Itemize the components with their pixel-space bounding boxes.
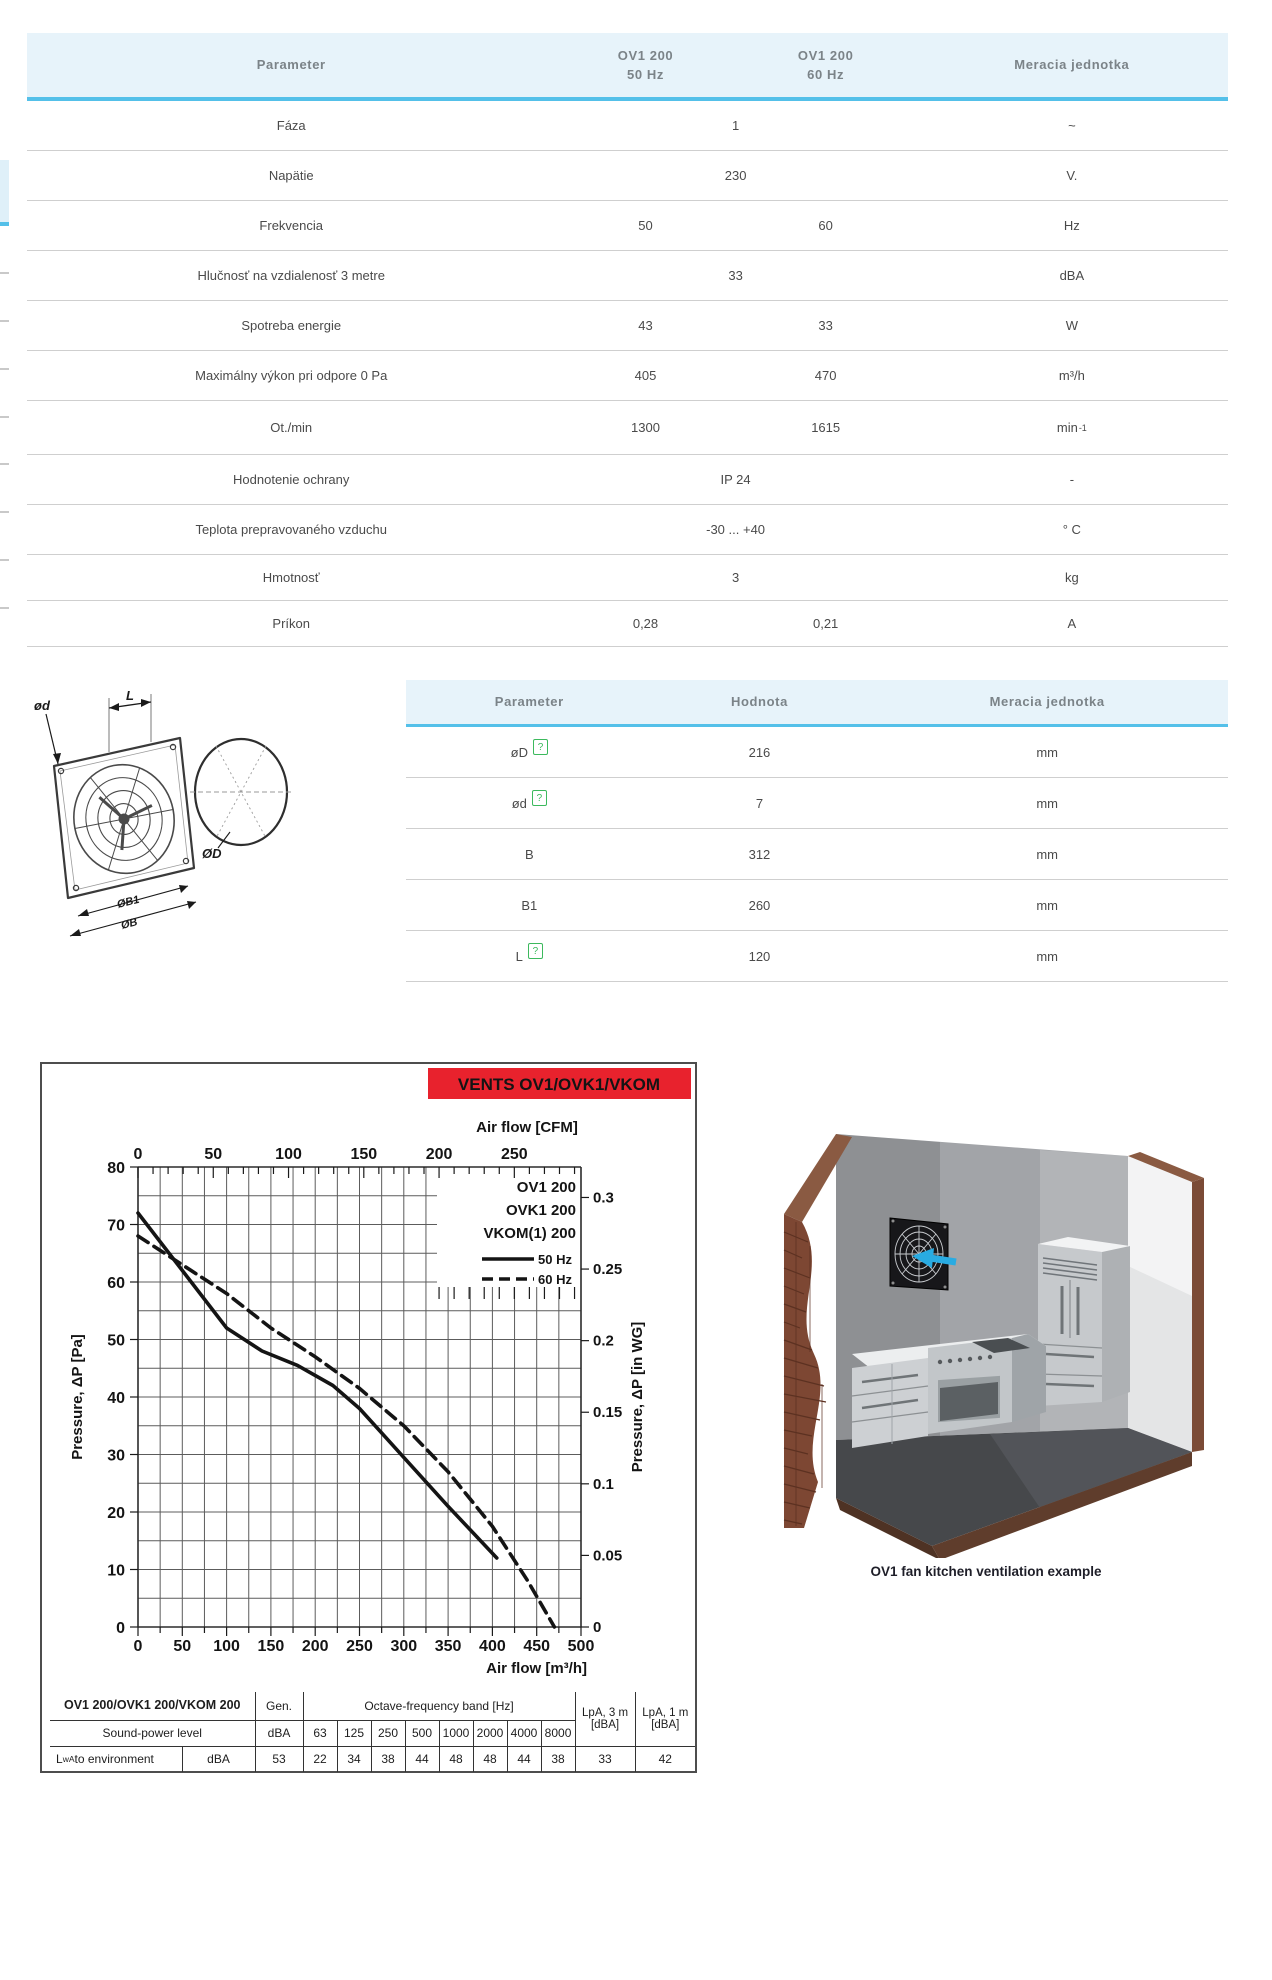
- svg-text:50: 50: [204, 1146, 223, 1163]
- value: 7: [755, 795, 764, 811]
- unit-label: mm: [1036, 846, 1058, 862]
- table-row-napatie: [27, 151, 1228, 201]
- lwa-8000: 38: [541, 1747, 575, 1773]
- octave-band-header: Octave-frequency band [Hz]: [303, 1692, 575, 1721]
- svg-text:0: 0: [133, 1638, 143, 1655]
- sound-power-label: Sound-power level: [50, 1721, 255, 1747]
- value-60hz: 33: [818, 318, 833, 333]
- lpa-1m-header: LpA, 1 m [dBA]: [635, 1692, 695, 1747]
- top-axis-labels: [134, 1146, 528, 1163]
- svg-text:VKOM(1) 200: VKOM(1) 200: [483, 1225, 576, 1242]
- unit-label: kg: [1064, 570, 1079, 585]
- svg-text:60 Hz: 60 Hz: [538, 1272, 572, 1287]
- svg-text:0: 0: [593, 1619, 602, 1636]
- cutoff-table-border-strip: [0, 222, 9, 226]
- svg-text:60: 60: [107, 1275, 125, 1292]
- svg-text:50: 50: [173, 1638, 192, 1655]
- unit-label: ~: [1068, 118, 1076, 133]
- svg-text:0.1: 0.1: [593, 1475, 614, 1493]
- value-50hz: 405: [634, 368, 657, 383]
- value-span: IP 24: [720, 472, 751, 487]
- svg-text:30: 30: [107, 1447, 125, 1465]
- header-ov1-50hz: OV1 200 50 Hz: [617, 47, 674, 82]
- band-2000: 2000: [473, 1721, 507, 1747]
- chart-banner: [428, 1068, 691, 1099]
- svg-text:20: 20: [107, 1505, 125, 1522]
- svg-text:0.3: 0.3: [593, 1189, 614, 1207]
- param-label: Hodnotenie ochrany: [233, 472, 350, 487]
- band-1000: 1000: [439, 1721, 473, 1747]
- header-parameter: Parameter: [256, 57, 326, 73]
- fan-performance-figure: [40, 1062, 697, 1773]
- help-icon[interactable]: ?: [532, 790, 547, 806]
- table-row-b1: [406, 880, 1228, 931]
- param-label: Teplota prepravovaného vzduchu: [195, 522, 387, 537]
- kitchen-illustration: [740, 1096, 1232, 1558]
- lwa-500: 44: [405, 1747, 439, 1773]
- dim-label-b: ØB: [119, 916, 139, 932]
- value-50hz: 0,28: [632, 616, 659, 631]
- dim-label-od-big: ØD: [202, 846, 222, 861]
- svg-text:Pressure, ΔP [in WG]: Pressure, ΔP [in WG]: [629, 1321, 646, 1473]
- sound-table-title: OV1 200/OVK1 200/VKOM 200: [64, 1698, 241, 1713]
- value-60hz: 60: [818, 218, 833, 233]
- top-axis-title: [476, 1119, 578, 1136]
- band-500: 500: [405, 1721, 439, 1747]
- table-row-teplota: [27, 505, 1228, 555]
- param-label: Ot./min: [270, 420, 313, 435]
- value-span: 1: [731, 118, 740, 133]
- header-unit: Meracia jednotka: [1014, 57, 1130, 73]
- table-row-b: [406, 829, 1228, 880]
- value-60hz: 1615: [811, 420, 841, 435]
- unit-label: A: [1067, 616, 1077, 631]
- svg-text:400: 400: [479, 1638, 506, 1655]
- dimensions-table-header: [406, 680, 1228, 727]
- svg-text:50 Hz: 50 Hz: [538, 1252, 572, 1267]
- value: 312: [748, 846, 771, 862]
- value-50hz: 43: [638, 318, 653, 333]
- value: 216: [748, 744, 771, 760]
- unit-label: V.: [1066, 168, 1078, 183]
- kitchen-caption: OV1 fan kitchen ventilation example: [870, 1564, 1102, 1579]
- svg-text:250: 250: [346, 1638, 373, 1655]
- unit-label: mm: [1036, 948, 1058, 964]
- unit-label: mm: [1036, 744, 1058, 760]
- svg-text:200: 200: [425, 1146, 453, 1163]
- svg-text:0: 0: [133, 1146, 143, 1163]
- unit-label: Hz: [1063, 218, 1080, 233]
- cutoff-row-divider: [0, 272, 9, 274]
- svg-text:150: 150: [350, 1146, 378, 1163]
- value-span: 230: [724, 168, 747, 183]
- param-label: ød ?: [406, 796, 653, 811]
- bottom-axis: [134, 1627, 595, 1677]
- svg-text:OV1 200: OV1 200: [516, 1179, 576, 1196]
- lwa-lpa1-value: 42: [635, 1747, 695, 1773]
- dim-label-b1: ØB1: [115, 893, 141, 911]
- svg-text:VENTS OV1/OVK1/VKOM: VENTS OV1/OVK1/VKOM: [457, 1075, 661, 1094]
- gen-header: Gen.: [255, 1692, 303, 1721]
- table-row-faza: [27, 101, 1228, 151]
- lwa-label: L wA to environment: [56, 1752, 154, 1767]
- svg-text:40: 40: [107, 1390, 125, 1407]
- param-label: B1: [521, 897, 538, 913]
- value-span: -30 ... +40: [706, 522, 766, 537]
- value-60hz: 0,21: [812, 616, 839, 631]
- param-label: Spotreba energie: [241, 318, 342, 333]
- svg-text:0.15: 0.15: [593, 1404, 623, 1422]
- header-value: Hodnota: [730, 694, 788, 710]
- param-label: Hlučnosť na vzdialenosť 3 metre: [197, 268, 385, 283]
- unit-label: mm: [1036, 897, 1058, 913]
- lwa-cell: [50, 1747, 255, 1773]
- svg-text:500: 500: [567, 1638, 595, 1655]
- unit-label: m³/h: [1058, 368, 1085, 383]
- svg-text:0.25: 0.25: [593, 1261, 623, 1279]
- svg-text:0.05: 0.05: [593, 1547, 623, 1565]
- svg-text:OVK1 200: OVK1 200: [505, 1202, 576, 1219]
- cutoff-row-divider: [0, 607, 9, 609]
- lwa-2000: 48: [473, 1747, 507, 1773]
- svg-text:250: 250: [500, 1146, 528, 1163]
- svg-text:Pressure, ΔP [Pa]: Pressure, ΔP [Pa]: [69, 1334, 86, 1460]
- header-unit: Meracia jednotka: [989, 694, 1105, 710]
- right-axis: [581, 1189, 646, 1636]
- svg-text:300: 300: [390, 1638, 418, 1655]
- table-row-frekvencia: [27, 201, 1228, 251]
- dim-label-od-small: ød: [34, 698, 50, 713]
- lpa-3m-header: LpA, 3 m [dBA]: [575, 1692, 635, 1747]
- cutoff-row-divider: [0, 463, 9, 465]
- unit-label: dBA: [1059, 268, 1085, 283]
- airflow-arrow: [930, 1258, 956, 1262]
- value: 260: [748, 897, 771, 913]
- value-50hz: 50: [638, 218, 653, 233]
- wall-fan: [890, 1218, 956, 1290]
- lwa-lpa3-value: 33: [575, 1747, 635, 1773]
- unit-label: mm: [1036, 795, 1058, 811]
- svg-text:0.2: 0.2: [593, 1332, 614, 1350]
- unit-label: ° C: [1062, 522, 1081, 537]
- param-label: Frekvencia: [259, 218, 323, 233]
- pressure-airflow-chart: [42, 1064, 695, 1771]
- band-125: 125: [337, 1721, 371, 1747]
- svg-text:0: 0: [116, 1620, 125, 1637]
- dimensions-table: [406, 680, 1228, 982]
- param-label: L ?: [406, 949, 653, 964]
- svg-text:200: 200: [301, 1638, 329, 1655]
- unit-label: W: [1065, 318, 1078, 333]
- value: 120: [748, 948, 771, 964]
- dim-label-length: L: [126, 688, 134, 703]
- fan-dimensions-drawing: [30, 686, 300, 962]
- table-row-dbig: [406, 727, 1228, 778]
- cutoff-row-divider: [0, 320, 9, 322]
- svg-text:350: 350: [434, 1638, 462, 1655]
- table-row-spotreba: [27, 301, 1228, 351]
- param-label: Príkon: [272, 616, 310, 631]
- left-axis: [69, 1160, 138, 1637]
- lwa-250: 38: [371, 1747, 405, 1773]
- lwa-unit: dBA: [182, 1747, 255, 1772]
- lwa-gen-value: 53: [255, 1747, 303, 1773]
- table-row-hodnotenie: [27, 455, 1228, 505]
- param-label: Fáza: [276, 118, 306, 133]
- table-row-dsmall: [406, 778, 1228, 829]
- lwa-4000: 44: [507, 1747, 541, 1773]
- param-label: Maximálny výkon pri odpore 0 Pa: [195, 368, 388, 383]
- param-label: øD ?: [406, 745, 653, 760]
- sound-power-table: [50, 1692, 695, 1772]
- svg-text:100: 100: [213, 1638, 240, 1655]
- band-250: 250: [371, 1721, 405, 1747]
- unit-label: -: [1069, 472, 1075, 487]
- table-row-hmotnost: [27, 555, 1228, 601]
- svg-text:100: 100: [275, 1146, 302, 1163]
- table-row-hlucnost: [27, 251, 1228, 301]
- cutoff-row-divider: [0, 511, 9, 513]
- help-icon[interactable]: ?: [533, 739, 548, 755]
- specifications-table-header: [27, 33, 1228, 101]
- header-parameter: Parameter: [494, 694, 564, 710]
- cutoff-table-header-strip: [0, 160, 9, 222]
- value-span: 33: [728, 268, 743, 283]
- table-row-l: [406, 931, 1228, 982]
- table-row-prikon: [27, 601, 1228, 647]
- svg-text:Air flow [CFM]: Air flow [CFM]: [476, 1119, 578, 1136]
- specifications-table: [27, 33, 1228, 647]
- lwa-63: 22: [303, 1747, 337, 1773]
- svg-text:Air flow [m³/h]: Air flow [m³/h]: [486, 1660, 587, 1677]
- table-row-otmin: [27, 401, 1228, 455]
- svg-text:450: 450: [523, 1638, 551, 1655]
- sound-table-row-header: [50, 1692, 695, 1721]
- header-ov1-60hz: OV1 200 60 Hz: [797, 47, 854, 82]
- lwa-1000: 48: [439, 1747, 473, 1773]
- value-60hz: 470: [814, 368, 837, 383]
- svg-text:50: 50: [107, 1332, 125, 1350]
- cutoff-row-divider: [0, 559, 9, 561]
- help-icon[interactable]: ?: [528, 943, 543, 959]
- table-row-max-vykon: [27, 351, 1228, 401]
- value-span: 3: [731, 570, 740, 585]
- param-label: Napätie: [268, 168, 314, 183]
- cutoff-row-divider: [0, 368, 9, 370]
- unit-dba: dBA: [255, 1721, 303, 1747]
- value-50hz: 1300: [631, 420, 660, 435]
- band-4000: 4000: [507, 1721, 541, 1747]
- cutoff-row-divider: [0, 416, 9, 418]
- param-label: B: [524, 846, 534, 862]
- svg-text:70: 70: [107, 1217, 125, 1235]
- lwa-125: 34: [337, 1747, 371, 1773]
- param-label: Hmotnosť: [262, 570, 320, 585]
- svg-text:150: 150: [257, 1638, 285, 1655]
- svg-text:80: 80: [107, 1160, 125, 1177]
- sound-table-row-lwa: [50, 1747, 695, 1773]
- band-8000: 8000: [541, 1721, 575, 1747]
- svg-text:10: 10: [107, 1562, 125, 1580]
- unit-label: min -1: [1056, 420, 1087, 435]
- band-63: 63: [303, 1721, 337, 1747]
- fridge: [1038, 1237, 1130, 1406]
